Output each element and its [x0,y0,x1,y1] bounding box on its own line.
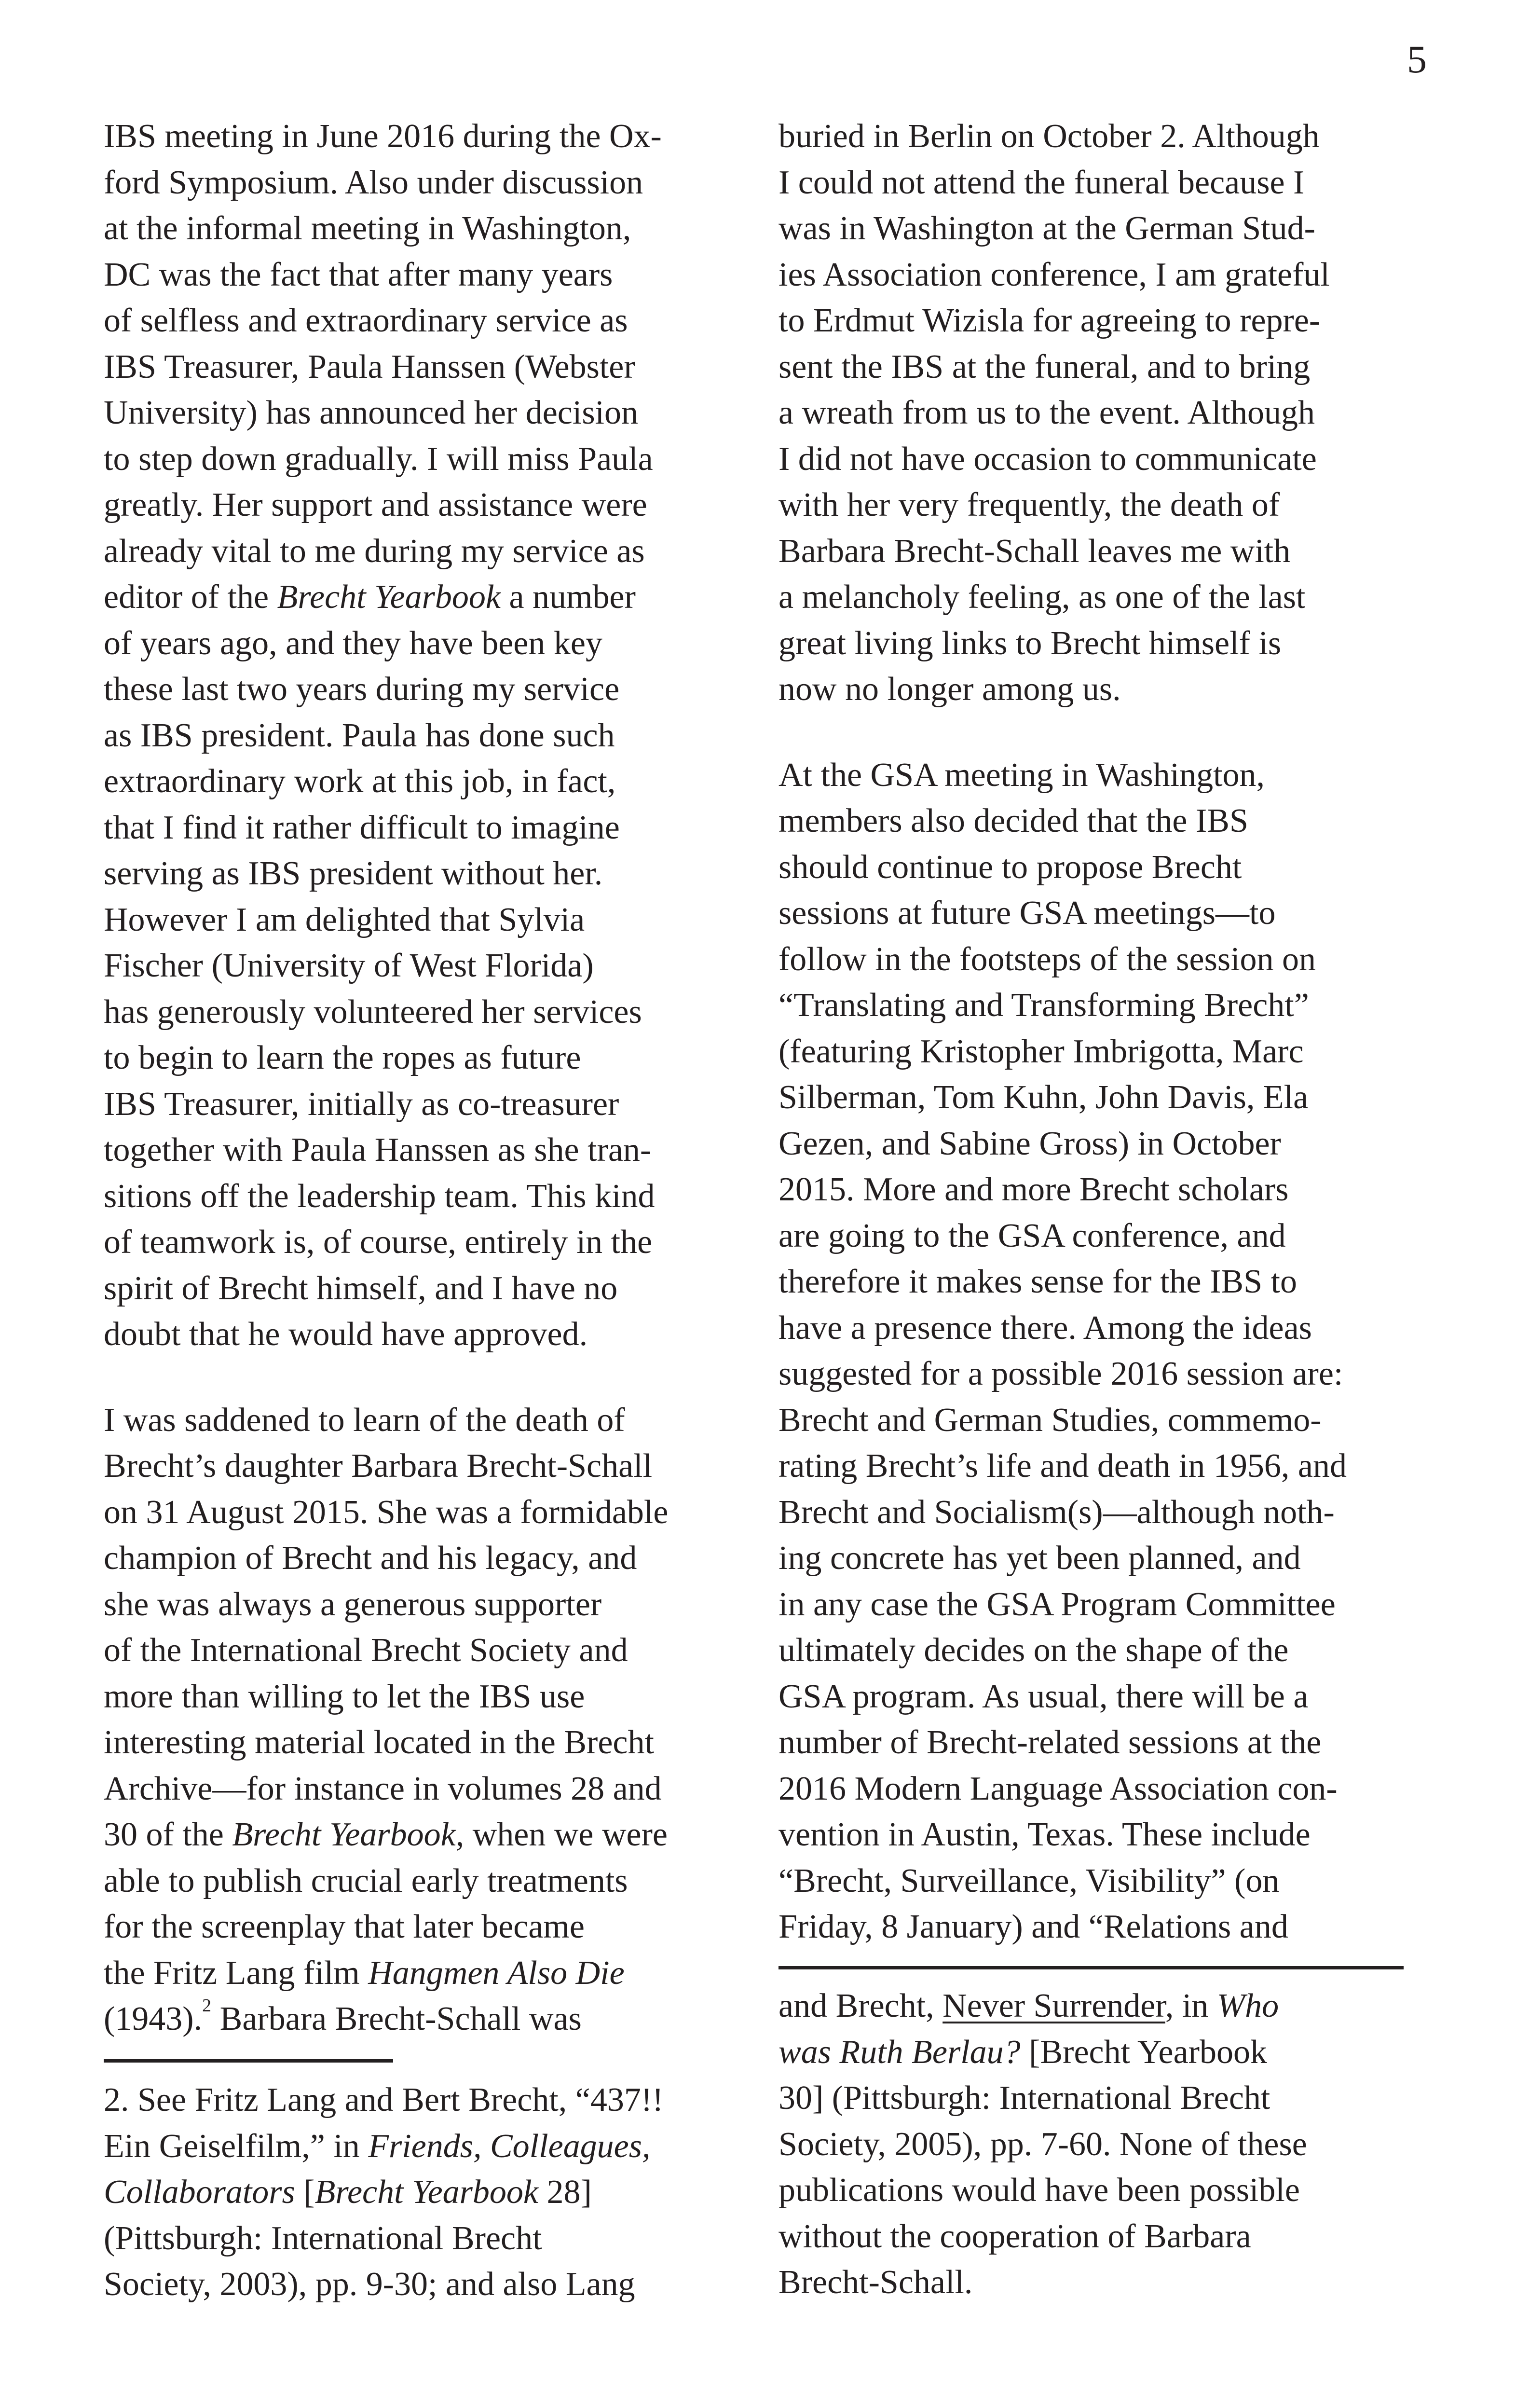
text-line: editor of the Brecht Yearbook a number [104,578,636,616]
text-line: IBS meeting in June 2016 during the Ox- [104,118,662,155]
text-line: to Erdmut Wizisla for agreeing to repre- [778,302,1321,339]
italic-title: Hangmen Also Die [368,1954,625,1992]
paragraph-gap [778,713,1444,752]
text-line: sitions off the leadership team. This kind [104,1177,655,1215]
text-line: extraordinary work at this job, in fact, [104,763,616,800]
text-line: spirit of Brecht himself, and I have no [104,1269,618,1307]
text-line: to begin to learn the ropes as future [104,1039,581,1076]
footnote-line: (Pittsburgh: International Brecht [104,2219,542,2257]
text-line: that I find it rather difficult to imagine [104,809,620,846]
text-line: ultimately decides on the shape of the [778,1632,1289,1669]
text-line: now no longer among us. [778,671,1121,708]
italic-title: Brecht Yearbook [314,2174,538,2211]
paragraph-gap [104,1358,760,1397]
text-line: should continue to propose Brecht [778,848,1242,886]
footnote-divider [778,1966,1404,1969]
footnote-line: Ein Geiselfilm,” in Friends, Colleagues, [104,2127,651,2165]
paragraph-barbara-brecht-schall [104,1397,760,2048]
footnote-line: was Ruth Berlau? [Brecht Yearbook [778,2033,1267,2071]
italic-title: Who [1216,1987,1279,2024]
text-line: in any case the GSA Program Committee [778,1585,1336,1623]
text-line: At the GSA meeting in Washington, [778,756,1265,794]
page-number: 5 [1407,37,1427,81]
text-line: at the informal meeting in Washington, [104,210,631,247]
text-line: serving as IBS president without her. [104,855,603,892]
text-line: greatly. Her support and assistance were [104,486,647,523]
text-line: 2016 Modern Language Association con- [778,1770,1338,1807]
text-line: interesting material located in the Brecht [104,1724,654,1761]
text-line: ies Association conference, I am grateful [778,256,1330,293]
text-line: have a presence there. Among the ideas [778,1309,1312,1347]
text-line: Brecht’s daughter Barbara Brecht-Schall [104,1447,653,1485]
text-line: Silberman, Tom Kuhn, John Davis, Ela [778,1079,1309,1116]
text-line: follow in the footsteps of the session on [778,940,1316,978]
text-line: GSA program. As usual, there will be a [778,1678,1309,1715]
text-line: the Fritz Lang film Hangmen Also Die [104,1954,625,1992]
text-line: for the screenplay that later became [104,1908,585,1945]
text-line: “Translating and Transforming Brecht” [778,987,1309,1024]
text-line: I could not attend the funeral because I [778,164,1305,201]
text-line: great living links to Brecht himself is [778,624,1282,662]
text-line: Archive—for instance in volumes 28 and [104,1770,662,1807]
text-line: 30 of the Brecht Yearbook, when we were [104,1816,668,1853]
text-line: of years ago, and they have been key [104,624,603,662]
text-line: doubt that he would have approved. [104,1316,588,1353]
text-line: able to publish crucial early treatments [104,1862,628,1899]
left-column [104,113,760,2048]
footnote-line: without the cooperation of Barbara [778,2217,1251,2255]
text-line: has generously volunteered her services [104,993,642,1031]
text-line: ing concrete has yet been planned, and [778,1540,1301,1577]
text-line: “Brecht, Surveillance, Visibility” (on [778,1862,1280,1899]
underlined-title: Never Surrender [942,1987,1165,2024]
footnote-line: Society, 2005), pp. 7-60. None of these [778,2125,1307,2163]
text-line: Gezen, and Sabine Gross) in October [778,1125,1281,1162]
paragraph-ibs-treasurer [104,113,760,1358]
text-line: DC was the fact that after many years [104,256,613,293]
footnote-marker[interactable]: 2 [202,1995,212,2016]
footnote-2 [104,2077,760,2308]
text-line: Barbara Brecht-Schall leaves me with [778,532,1291,570]
text-line: Friday, 8 January) and “Relations and [778,1908,1288,1945]
text-line: 2015. More and more Brecht scholars [778,1171,1289,1208]
text-line: IBS Treasurer, Paula Hanssen (Webster [104,348,635,385]
text-line: IBS Treasurer, initially as co-treasurer [104,1085,619,1123]
text-line: suggested for a possible 2016 session are: [778,1355,1343,1392]
italic-title: was Ruth Berlau? [778,2033,1021,2071]
text-line: these last two years during my service [104,671,620,708]
text-line: as IBS president. Paula has done such [104,716,615,754]
text-line: with her very frequently, the death of [778,486,1280,523]
paragraph-gsa-meeting [778,752,1444,1950]
text-line: However I am delighted that Sylvia [104,901,585,938]
text-line: she was always a generous supporter [104,1585,602,1623]
right-column [778,113,1444,1950]
text-line: on 31 August 2015. She was a formidable [104,1493,669,1531]
paragraph-funeral [778,113,1444,713]
footnote-line: and Brecht, Never Surrender, in Who [778,1987,1279,2024]
text-line: Brecht and German Studies, commemo- [778,1401,1322,1439]
footnote-line: Brecht-Schall. [778,2264,973,2301]
footnote-line: 2. See Fritz Lang and Bert Brecht, “437!! [104,2081,664,2119]
text-line: sent the IBS at the funeral, and to bring [778,348,1311,385]
footnote-line: Collaborators [Brecht Yearbook 28] [104,2174,592,2211]
text-line: champion of Brecht and his legacy, and [104,1540,637,1577]
text-line: therefore it makes sense for the IBS to [778,1263,1297,1300]
text-line: I did not have occasion to communicate [778,440,1317,478]
text-line: (1943).$^2$ Barbara Brecht-Schall was [104,1995,582,2037]
text-line: a wreath from us to the event. Although [778,394,1315,431]
text-line: number of Brecht-related sessions at the [778,1724,1322,1761]
footnote-line: Society, 2003), pp. 9-30; and also Lang [104,2266,635,2303]
text-line: (featuring Kristopher Imbrigotta, Marc [778,1032,1304,1070]
italic-title: Friends, Colleagues, [368,2127,651,2165]
text-line: Fischer (University of West Florida) [104,947,594,984]
italic-title: Brecht Yearbook [277,578,501,616]
text-line: ford Symposium. Also under discussion [104,164,643,201]
italic-title: Collaborators [104,2174,295,2211]
text-line: together with Paula Hanssen as she tran- [104,1131,652,1169]
footnote-2-continued [778,1983,1444,2306]
text-line: are going to the GSA conference, and [778,1217,1286,1254]
text-line: I was saddened to learn of the death of [104,1401,625,1439]
text-line: to step down gradually. I will miss Paula [104,440,653,478]
text-line: already vital to me during my service as [104,532,645,570]
text-line: of teamwork is, of course, entirely in the [104,1224,653,1261]
italic-title: Brecht Yearbook [232,1816,456,1853]
text-line: members also decided that the IBS [778,802,1248,839]
text-line: Brecht and Socialism(s)—although noth- [778,1493,1335,1531]
text-line: of the International Brecht Society and [104,1632,628,1669]
text-line: a melancholy feeling, as one of the last [778,578,1306,616]
text-line: rating Brecht’s life and death in 1956, and [778,1447,1347,1485]
text-line: sessions at future GSA meetings—to [778,894,1276,932]
text-line: was in Washington at the German Stud- [778,210,1315,247]
text-line: buried in Berlin on October 2. Although [778,118,1320,155]
footnote-line: 30] (Pittsburgh: International Brecht [778,2079,1270,2117]
footnote-line: publications would have been possible [778,2172,1300,2209]
text-line: of selfless and extraordinary service as [104,302,628,339]
footnote-divider [104,2059,393,2063]
text-line: University) has announced her decision [104,394,639,431]
text-line: vention in Austin, Texas. These include [778,1816,1311,1853]
text-line: more than willing to let the IBS use [104,1678,585,1715]
